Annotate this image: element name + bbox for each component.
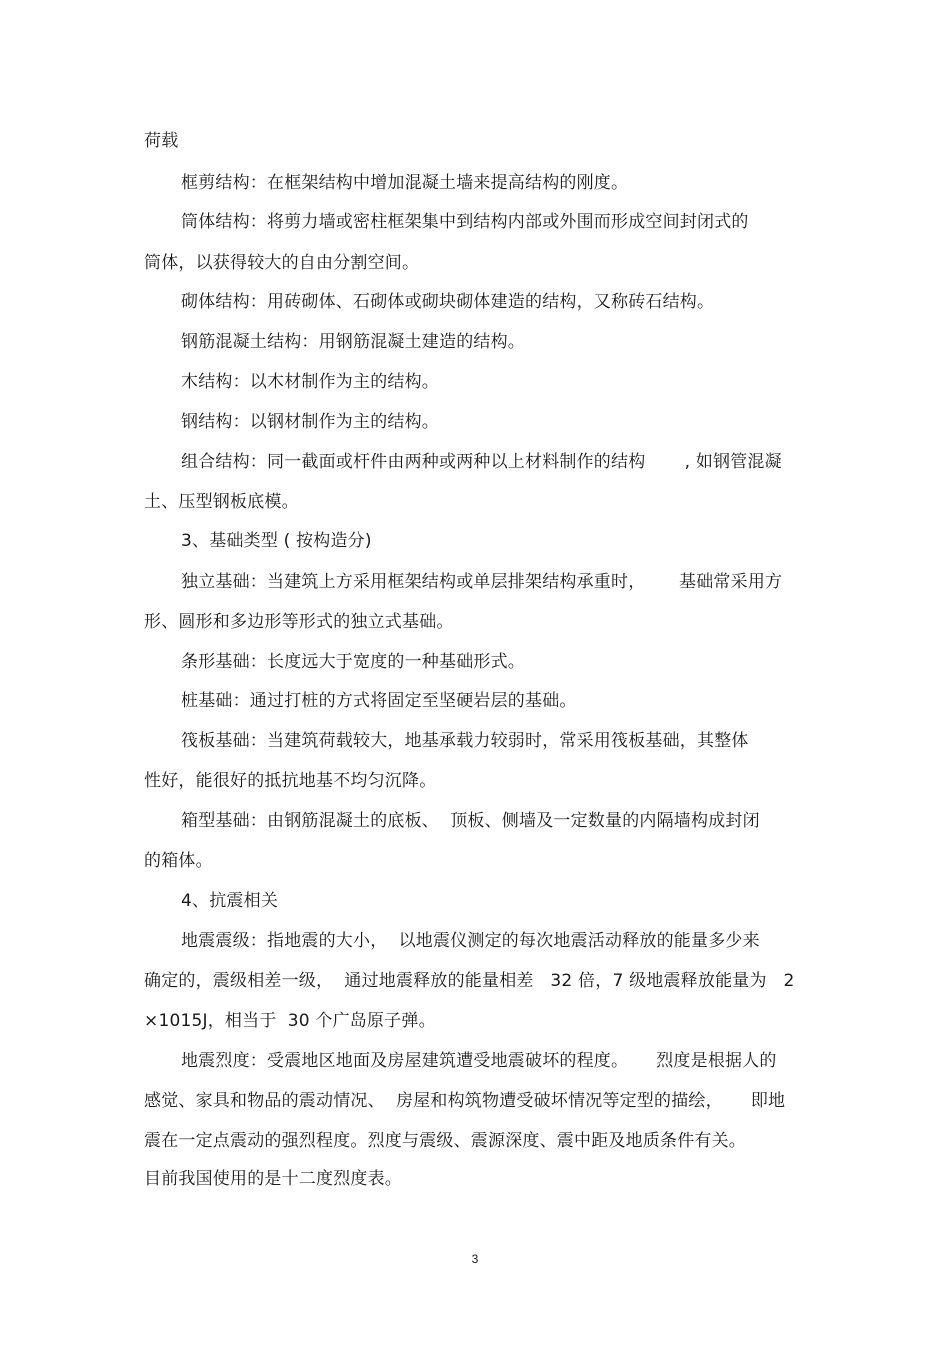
text-line: 的箱体。 bbox=[144, 851, 213, 871]
text-line: 感觉、家具和物品的震动情况、 房屋和构筑物遭受破坏情况等定型的描绘， 即地 bbox=[144, 1091, 786, 1111]
text-line: 荷载 bbox=[144, 131, 179, 151]
section-heading: 4、抗震相关 bbox=[181, 891, 279, 911]
text-line: 独立基础：当建筑上方采用框架结构或单层排架结构承重时， 基础常采用方 bbox=[181, 572, 783, 592]
text-line: 箱型基础：由钢筋混凝土的底板、 顶板、侧墙及一定数量的内隔墙构成封闭 bbox=[181, 811, 760, 831]
text-line: 形、圆形和多边形等形式的独立式基础。 bbox=[144, 612, 454, 632]
text-line: 地震震级：指地震的大小， 以地震仪测定的每次地震活动释放的能量多少来 bbox=[181, 931, 760, 951]
text-line: 地震烈度：受震地区地面及房屋建筑遭受地震破坏的程度。 烈度是根据人的 bbox=[181, 1051, 777, 1071]
section-heading: 3、基础类型 ( 按构造分) bbox=[181, 531, 372, 551]
text-line: 木结构：以木材制作为主的结构。 bbox=[181, 372, 439, 392]
text-line: 筒体，以获得较大的自由分割空间。 bbox=[144, 253, 420, 273]
text-line: 桩基础：通过打桩的方式将固定至坚硬岩层的基础。 bbox=[181, 691, 577, 711]
text-line: 钢结构：以钢材制作为主的结构。 bbox=[181, 412, 439, 432]
text-line: 性好，能很好的抵抗地基不均匀沉降。 bbox=[144, 771, 437, 791]
text-line: 筏板基础：当建筑荷载较大，地基承载力较弱时，常采用筏板基础，其整体 bbox=[181, 731, 749, 751]
text-line: ×1015J，相当于 30 个广岛原子弹。 bbox=[144, 1011, 436, 1031]
page-number: 3 bbox=[471, 1252, 479, 1266]
text-line: 组合结构：同一截面或杆件由两种或两种以上材料制作的结构 , 如钢管混凝 bbox=[181, 452, 782, 472]
text-line: 目前我国使用的是十二度烈度表。 bbox=[144, 1169, 402, 1189]
text-line: 条形基础：长度远大于宽度的一种基础形式。 bbox=[181, 652, 525, 672]
text-line: 筒体结构：将剪力墙或密柱框架集中到结构内部或外围而形成空间封闭式的 bbox=[181, 212, 749, 232]
text-line: 确定的，震级相差一级， 通过地震释放的能量相差 32 倍，7 级地震释放能量为 2 bbox=[144, 971, 795, 991]
text-line: 钢筋混凝土结构：用钢筋混凝土建造的结构。 bbox=[181, 332, 525, 352]
text-line: 土、压型钢板底模。 bbox=[144, 492, 299, 512]
text-line: 砌体结构：用砖砌体、石砌体或砌块砌体建造的结构，又称砖石结构。 bbox=[181, 292, 715, 312]
text-line: 震在一定点震动的强烈程度。烈度与震级、震源深度、震中距及地质条件有关。 bbox=[144, 1131, 746, 1151]
text-line: 框剪结构：在框架结构中增加混凝土墙来提高结构的刚度。 bbox=[181, 173, 629, 193]
